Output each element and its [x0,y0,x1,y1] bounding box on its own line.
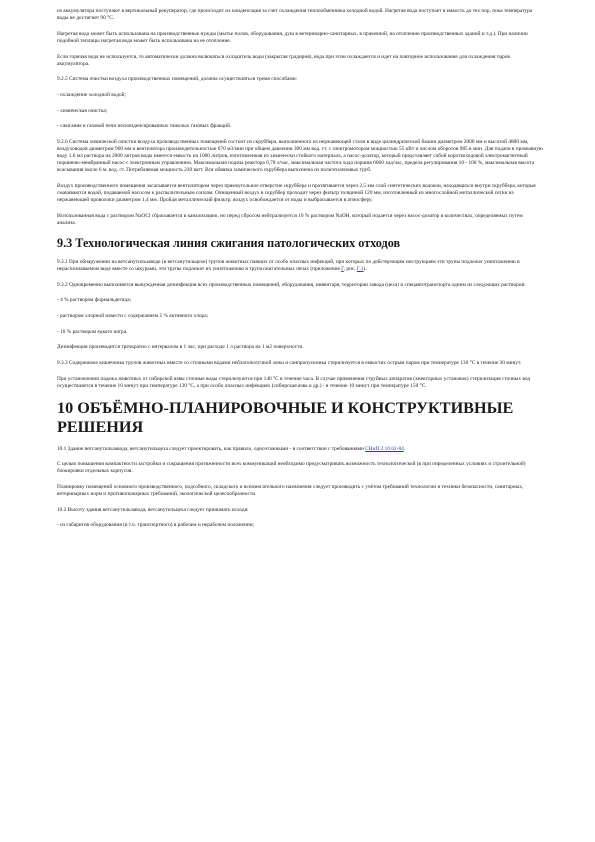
list-item: - из габаритов оборудования (в т.ч. транспортного) в рабочем и нерабочем положении; [57,522,255,529]
paragraph [57,259,543,273]
paragraph: 9.3.3 Содержимое кишечника трупов животных вместе со сточными водами неблагополучной зоны и санпропускника стерилизуется в емкостях острым паром при температуре 130 °С в течение 30 минут. [57,360,522,367]
paragraph-text: ). [363,265,367,272]
paragraph: Если горячая вода не используется, то автоматически должна включаться охладитель воды (закрытая градирня), вода при этом охлаждается и идет на повторное использование для охлаждения паров аккумулятора. [57,53,510,67]
paragraph: Использованная вода с раствором NaOCl сбрасывается в канализацию, но перед сбросом нейтрализуется 10 % раствором NaOH, который подается через насос-дозатор в количествах, определяемых путем анализа. [57,213,523,227]
list-item: - раствором хлорной извести с содержанием 5 % активного хлора; [57,312,209,319]
paragraph [57,446,543,453]
paragraph: 9.2.6 Система химической очистки воздуха производственных помещений состоит из скруббера, выполненного из нержавеющей стали в виде цилиндрической башни диаметром 2000 мм и высотой 4800 мм, воздуховодов диаметром 900 мм и вентилятора производительностью 670 м3/мин при общем давлении 300 мм вод. ст. с электромотором мощностью 55 кВт и числом оборотов 985 в мин. Для подачи в промывную воду 1.6 мл раствора на 2000 литров воды имеется емкость на 1000 литров, изготовленная из химически стойкого материала, а насос-дозатор, который представляет собой короткоходовой электромагнитный поршнево-мембранный насос с электронным управлением. Максимальная подача реактора 0,78 л/час, максимальная частота хода поршня 6000 ход/час, предела регулирования 10 - 100 %, максимальная высота всасывания около 6 м. вод. ст. Потребляемая мощность 230 ватт. Вся обвязка химического скруббера выполнена из полиэтиленовых труб. [57,139,543,174]
list-item: - 4 % раствором формальдегида; [57,297,132,304]
list-item: - сжигание в газовой печи несконденсированных тяжелых газовых фракций. [57,123,232,130]
list-item: - 10 % раствором едкого натра. [57,328,128,335]
paragraph-text: , рис. [343,265,357,272]
paragraph: Планировку помещений основного производственного, подсобного, складского и вспомогательного назначения следует производить с учётом требований технологии и техники безопасности, санитарных, ветеринарных норм и противопожарных требований, экологической целесообразности. [57,483,524,498]
paragraph: Дезинфекция производится трехкратно с интервалом в 1 час, при расходе 1 л раствора на 1 м2 поверхности. [57,344,304,351]
paragraph: Нагретая вода может быть использована на производственные нужды (мытье полов, оборудования, душ в ветеринарно-санитарных, в прачечной, на отопление производственных зданий и т.д.). При наличии подобной теплицы нагретая вода может быть использована на ее отопление. [57,30,528,44]
section-heading-9-3: 9.3 Технологическая линия сжигания патологических отходов [57,235,401,250]
paragraph: 9.3.2 Одновременно выполняется вынужденная дезинфекция всех производственных помещений, оборудования, инвентаря, территории завода (цеха) и спецавтотранспорта одним из следующих растворов: [57,281,526,288]
snip-link[interactable]: СНиП 2.10.02-84 [365,445,404,452]
figure-g1-link[interactable]: Г.1 [356,265,364,272]
paragraph-text: . [403,445,406,452]
paragraph: из аккумулятора поступают в вертикальный рекуператор, где происходит их конденсация за счет охлаждения теплообменника холодной водой. Нагретая вода поступает в емкость до тех пор, пока температура воды не достигнет 90 °С. [57,8,533,22]
paragraph: 9.2.5 Система очистки воздуха производственных помещений, должна осуществляться тремя способами: [57,76,298,83]
paragraph: 10.2 Высоту здания ветсанутильзавода, ветсанутильцеха следует принимать исходя: [57,506,249,513]
paragraph: Воздух производственного помещения засасывается вентилятором через прямоугольное отверстие скруббера и протягивается через 2,5 мм слой синтетических волокон, находящихся внутри скруббера, которые смачиваются водой, подаваемой насосом к распылительным соплам. Очищенный воздух в скруббер проходит через фильтр толщиной 120 мм, изготовленный из многослойной металлической сетки из нержавеющей проволоки диаметром 1,4 мм. Пройдя металлический фильтр, воздух освобождается от воды и выбрасывается в атмосферу. [57,183,536,204]
paragraph: При установлении падежа животных от сибирской язвы сточные воды стерилизуются при 140 °С в течение часа. В случае применения струйных аппаратов (эжекторных установок) стерилизация сточных вод осуществляется в течение 10 минут при температуре 130 °С, а при особо опасных инфекциях (сибирская язва и др.) - в течение 10 минут при температуре 150 °С. [57,375,531,389]
paragraph-text: 10.1 Здание ветсанутильзавода, ветсанутильцеха следует проектировать, как правило, одноэтажными - в соответствии с требованиями [57,445,366,452]
paragraph: С целью повышения компактности застройки и сокращения протяженности всех коммуникаций необходимо предусматривать возможность технологической (в при определенных условиях и строительной) блокировки отдельных корпусов. [57,461,526,475]
list-item: - химическая очистка; [57,107,108,114]
appendix-g-link[interactable]: Г [341,265,344,272]
paragraph-text: 9.3.1 При обнаружении на ветсанутильзаводе (в ветсанутильцехе) трупов животных павших от особо опасных инфекций, при которых по действующим инструкциям эти трупы подлежат уничтожению в нераспознаваемом виде вместе со шкурами, эти трупы подлежат их уничтожению в трупосжигательных печах (приложение [57,258,520,272]
section-heading-10: 10 ОБЪЁМНО-ПЛАНИРОВОЧНЫЕ И КОНСТРУКТИВНЫЕ РЕШЕНИЯ [57,398,514,436]
list-item: - охлаждение холодной водой; [57,92,127,99]
